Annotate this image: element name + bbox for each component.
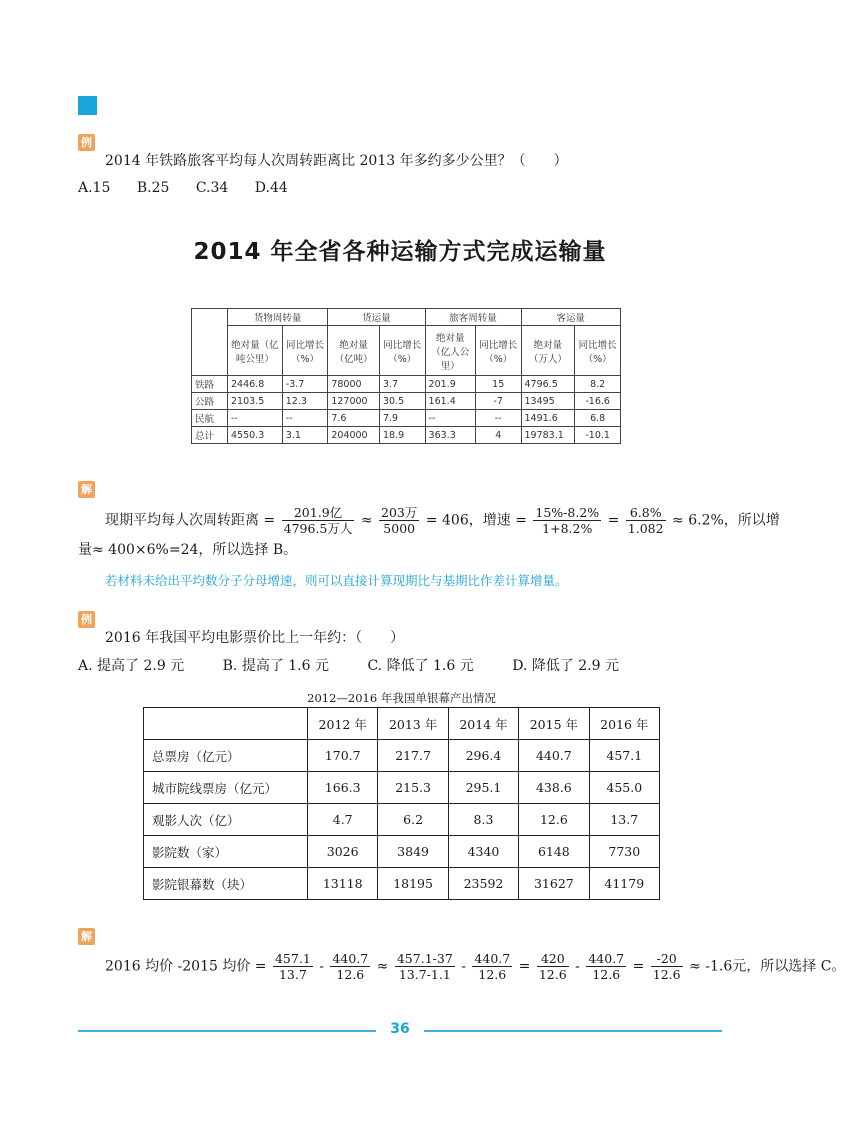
approx-sign: ≈ xyxy=(360,512,373,529)
table-row xyxy=(144,804,660,836)
cell: 6.2 xyxy=(378,804,448,836)
cell: 7730 xyxy=(589,836,659,868)
cell: 363.3 xyxy=(425,427,475,444)
fraction: $\frac{6.8\%}{1.082}$ xyxy=(627,505,664,536)
sub-header: 同比增长（%） xyxy=(575,326,621,376)
page-number: 36 xyxy=(390,1021,410,1037)
option-d: D.44 xyxy=(254,180,288,196)
cell: 13495 xyxy=(521,393,575,410)
cell: 3849 xyxy=(378,836,448,868)
option-c: C.34 xyxy=(195,180,229,196)
row-label: 观影人次（亿） xyxy=(144,804,308,836)
year-header: 2015 年 xyxy=(519,708,589,740)
cell: 2103.5 xyxy=(228,393,283,410)
cell: 295.1 xyxy=(448,772,518,804)
cell: 170.7 xyxy=(308,740,378,772)
cell: -- xyxy=(425,410,475,427)
cell: 7.9 xyxy=(379,410,425,427)
cell: -- xyxy=(282,410,328,427)
cell: 13118 xyxy=(308,868,378,900)
approx-sign: ≈ xyxy=(376,958,389,975)
option-a: A. 提高了 2.9 元 xyxy=(78,658,185,674)
cell: -10.1 xyxy=(575,427,621,444)
option-d: D. 降低了 2.9 元 xyxy=(512,658,619,674)
sub-header: 绝对量（亿吨公里） xyxy=(228,326,283,376)
table1-title: 2014 年全省各种运输方式完成运输量 xyxy=(193,239,607,265)
table-row xyxy=(144,740,660,772)
example-tag: 例 xyxy=(78,611,95,628)
cell: 23592 xyxy=(448,868,518,900)
option-b: B. 提高了 1.6 元 xyxy=(222,658,329,674)
cell: 204000 xyxy=(328,427,380,444)
sub-header: 绝对量（亿人公里） xyxy=(425,326,475,376)
cell: 3026 xyxy=(308,836,378,868)
cell: 12.3 xyxy=(282,393,328,410)
table-header-row xyxy=(144,708,660,740)
cell: -- xyxy=(228,410,283,427)
fraction: $\frac{\text{203万}}{5000}$ xyxy=(381,505,418,536)
solution1-line1 xyxy=(105,505,780,536)
equals-sign: = xyxy=(518,958,531,975)
sub-header: 绝对量（亿吨） xyxy=(328,326,380,376)
table-row xyxy=(192,376,621,393)
row-label: 民航 xyxy=(192,410,228,427)
cell: 1491.6 xyxy=(521,410,575,427)
question-text: 2016 年我国平均电影票价比上一年约：（ ） xyxy=(105,630,405,646)
cell: 3.7 xyxy=(379,376,425,393)
cell: 4.7 xyxy=(308,804,378,836)
formula-tail: ≈ -1.6元，所以选择 C。 xyxy=(689,958,845,975)
footer-line-right xyxy=(424,1030,722,1032)
cell: 6148 xyxy=(519,836,589,868)
fraction: $\frac{457.1-37}{13.7-1.1}$ xyxy=(396,951,453,982)
cell: -- xyxy=(475,410,521,427)
cell: 18.9 xyxy=(379,427,425,444)
row-label: 影院银幕数（块） xyxy=(144,868,308,900)
fraction: $\frac{440.7}{12.6}$ xyxy=(474,951,511,982)
table-row xyxy=(144,836,660,868)
cell: -7 xyxy=(475,393,521,410)
cell: 7.6 xyxy=(328,410,380,427)
year-header: 2012 年 xyxy=(308,708,378,740)
footer-line-left xyxy=(78,1030,376,1032)
equals-sign: = xyxy=(607,512,620,529)
fraction: $\frac{440.7}{12.6}$ xyxy=(332,951,369,982)
cell: 166.3 xyxy=(308,772,378,804)
cell: 217.7 xyxy=(378,740,448,772)
row-label: 总票房（亿元） xyxy=(144,740,308,772)
formula-prefix: 2016 均价 -2015 均价 = xyxy=(105,958,267,975)
table-row xyxy=(144,772,660,804)
cell: 4550.3 xyxy=(228,427,283,444)
solution-tag: 解 xyxy=(78,481,95,498)
formula-mid: = 406，增速 = xyxy=(425,512,527,529)
year-header: 2016 年 xyxy=(589,708,659,740)
year-header: 2014 年 xyxy=(448,708,518,740)
sub-header: 绝对量（万人） xyxy=(521,326,575,376)
sub-header: 同比增长（%） xyxy=(475,326,521,376)
minus-sign: - xyxy=(461,958,466,975)
row-label: 城市院线票房（亿元） xyxy=(144,772,308,804)
equals-sign: = xyxy=(632,958,645,975)
minus-sign: - xyxy=(575,958,580,975)
cell: 8.2 xyxy=(575,376,621,393)
options-row xyxy=(78,655,641,675)
fraction: $\frac{457.1}{13.7}$ xyxy=(274,951,311,982)
table-row xyxy=(192,393,621,410)
cell: -16.6 xyxy=(575,393,621,410)
cell: 15 xyxy=(475,376,521,393)
corner-marker xyxy=(78,96,97,115)
table2-caption: 2012—2016 年我国单银幕产出情况 xyxy=(307,691,496,705)
cell: -3.7 xyxy=(282,376,328,393)
tip-text: 若材料未给出平均数分子分母增速，则可以直接计算现期比与基期比作差计算增量。 xyxy=(105,573,568,588)
group-header: 旅客周转量 xyxy=(425,309,521,326)
cell: 457.1 xyxy=(589,740,659,772)
row-label: 铁路 xyxy=(192,376,228,393)
option-c: C. 降低了 1.6 元 xyxy=(367,658,474,674)
fraction: $\frac{15\%-8.2\%}{1+8.2\%}$ xyxy=(535,505,600,536)
table-row xyxy=(192,427,621,444)
cell: 13.7 xyxy=(589,804,659,836)
cell: 4 xyxy=(475,427,521,444)
fraction: $\frac{440.7}{12.6}$ xyxy=(588,951,625,982)
cinema-table xyxy=(143,707,660,900)
cell: 41179 xyxy=(589,868,659,900)
transport-table xyxy=(191,308,621,444)
cell: 19783.1 xyxy=(521,427,575,444)
solution1-line2: 量≈ 400×6%=24，所以选择 B。 xyxy=(78,542,298,558)
fraction: $\frac{\text{201.9亿}}{\text{4796.5万人}}$ xyxy=(283,505,353,536)
option-a: A.15 xyxy=(78,180,111,196)
cell: 4796.5 xyxy=(521,376,575,393)
row-label: 总计 xyxy=(192,427,228,444)
options-row xyxy=(78,180,310,196)
solution2-line xyxy=(105,951,845,982)
cell: 30.5 xyxy=(379,393,425,410)
option-b: B.25 xyxy=(136,180,170,196)
cell: 438.6 xyxy=(519,772,589,804)
cell: 3.1 xyxy=(282,427,328,444)
example-tag: 例 xyxy=(78,134,95,151)
cell: 296.4 xyxy=(448,740,518,772)
fraction: $\frac{420}{12.6}$ xyxy=(538,951,567,982)
solution-tag: 解 xyxy=(78,928,95,945)
cell: 161.4 xyxy=(425,393,475,410)
cell: 127000 xyxy=(328,393,380,410)
minus-sign: - xyxy=(319,958,324,975)
table-row xyxy=(144,868,660,900)
cell: 78000 xyxy=(328,376,380,393)
table-row xyxy=(192,410,621,427)
sub-header: 同比增长（%） xyxy=(282,326,328,376)
group-header: 客运量 xyxy=(521,309,621,326)
cell: 31627 xyxy=(519,868,589,900)
cell: 8.3 xyxy=(448,804,518,836)
cell: 440.7 xyxy=(519,740,589,772)
formula-prefix: 现期平均每人次周转距离 = xyxy=(105,512,276,529)
cell: 201.9 xyxy=(425,376,475,393)
row-label: 公路 xyxy=(192,393,228,410)
fraction: $\frac{-20}{12.6}$ xyxy=(652,951,681,982)
cell: 455.0 xyxy=(589,772,659,804)
group-header: 货运量 xyxy=(328,309,425,326)
row-label: 影院数（家） xyxy=(144,836,308,868)
cell: 6.8 xyxy=(575,410,621,427)
question-text: 2014 年铁路旅客平均每人次周转距离比 2013 年多约多少公里？（ ） xyxy=(105,153,568,169)
cell: 12.6 xyxy=(519,804,589,836)
year-header: 2013 年 xyxy=(378,708,448,740)
cell: 4340 xyxy=(448,836,518,868)
cell: 18195 xyxy=(378,868,448,900)
sub-header: 同比增长（%） xyxy=(379,326,425,376)
group-header: 货物周转量 xyxy=(228,309,328,326)
cell: 2446.8 xyxy=(228,376,283,393)
formula-tail: ≈ 6.2%，所以增 xyxy=(672,512,780,529)
cell: 215.3 xyxy=(378,772,448,804)
